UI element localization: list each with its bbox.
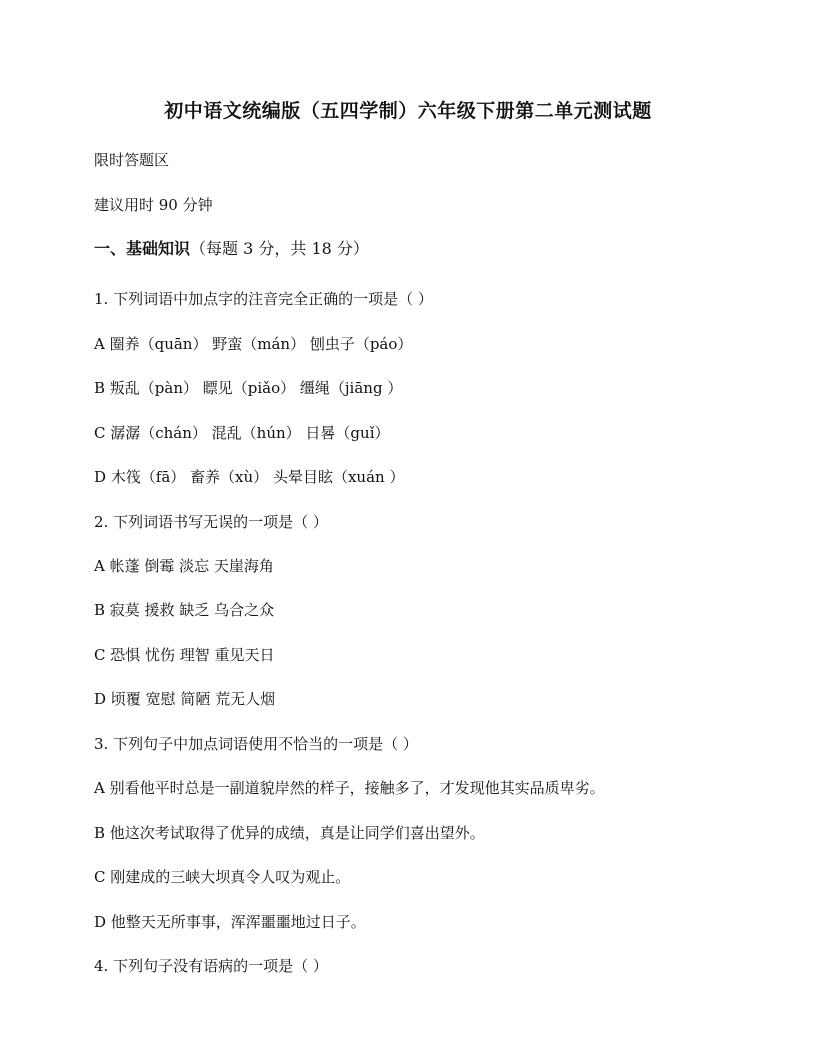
question-option: A 帐蓬 倒霉 淡忘 天崖海角 bbox=[94, 557, 274, 575]
subtitle: 限时答题区 bbox=[94, 151, 170, 169]
question-stem: 3. 下列句子中加点词语使用不恰当的一项是（ ） bbox=[94, 735, 418, 753]
question-option: B 叛乱（pàn） 瞟见（piǎo） 缰绳（jiāng ） bbox=[94, 379, 403, 397]
section-heading bbox=[94, 239, 369, 259]
section-heading-title: 一、基础知识 bbox=[94, 239, 191, 258]
question-option: C 刚建成的三峡大坝真令人叹为观止。 bbox=[94, 868, 351, 886]
question-stem: 4. 下列句子没有语病的一项是（ ） bbox=[94, 957, 328, 975]
time-suggestion: 建议用时 90 分钟 bbox=[94, 196, 213, 214]
question-option: B 寂莫 援救 缺乏 乌合之众 bbox=[94, 601, 275, 619]
question-stem: 2. 下列词语书写无误的一项是（ ） bbox=[94, 513, 328, 531]
page-title: 初中语文统编版（五四学制）六年级下册第二单元测试题 bbox=[164, 100, 652, 122]
question-option: D 木筏（fā） 畜养（xù） 头晕目眩（xuán ） bbox=[94, 468, 405, 486]
question-option: D 他整天无所事事，浑浑噩噩地过日子。 bbox=[94, 913, 366, 931]
question-option: C 恐惧 忧伤 理智 重见天日 bbox=[94, 646, 275, 664]
question-option: A 圈养（quān） 野蛮（mán） 刨虫子（páo） bbox=[94, 335, 413, 353]
question-option: A 别看他平时总是一副道貌岸然的样子，接触多了，才发现他其实品质卑劣。 bbox=[94, 779, 605, 797]
question-option: C 潺潺（chán） 混乱（hún） 日晷（guǐ） bbox=[94, 424, 390, 442]
question-option: D 顷覆 宽慰 简陋 荒无人烟 bbox=[94, 690, 276, 708]
section-heading-note: （每题 3 分，共 18 分） bbox=[190, 239, 369, 258]
question-stem: 1. 下列词语中加点字的注音完全正确的一项是（ ） bbox=[94, 290, 433, 308]
question-option: B 他这次考试取得了优异的成绩，真是让同学们喜出望外。 bbox=[94, 824, 485, 842]
